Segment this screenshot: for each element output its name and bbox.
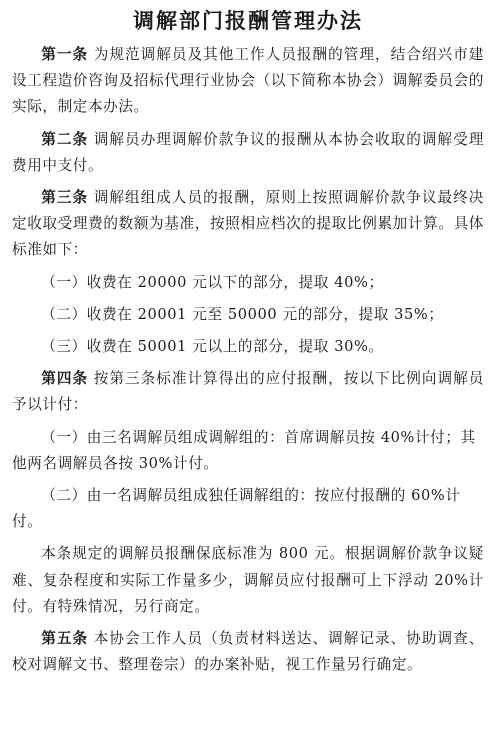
article-3-item-2: （二）收费在 20001 元至 50000 元的部分，提取 35%； — [41, 305, 444, 323]
article-3-label: 第三条 — [41, 189, 89, 207]
article-4-item-2: （二）由一名调解员组成独任调解组的：按应付报酬的 60%计付。 — [12, 487, 461, 531]
article-3-item-1: （一）收费在 20000 元以下的部分，提取 40%； — [41, 273, 384, 291]
article-3 — [12, 185, 484, 264]
article-4-item-1: （一）由三名调解员组成调解组的：首席调解员按 40%计付；其他两名调解员各按 30%计付。 — [12, 428, 476, 472]
article-1-text: 为规范调解员及其他工作人员报酬的管理，结合绍兴市建设工程造价咨询及招标代理行业协会（以下简称本协会）调解委员会的实际，制定本办法。 — [12, 46, 484, 116]
article-2-label: 第二条 — [41, 130, 89, 148]
article-2-text: 调解员办理调解价款争议的报酬从本协会收取的调解受理费用中支付。 — [12, 130, 484, 174]
article-4 — [12, 366, 484, 418]
article-1 — [12, 42, 484, 121]
article-4-note: 本条规定的调解员报酬保底标准为 800 元。根据调解价款争议疑难、复杂程度和实际工作量多少，调解员应付报酬可上下浮动 20%计付。有特殊情况，另行商定。 — [12, 545, 484, 615]
article-5-text: 本协会工作人员（负责材料送达、调解记录、协助调查、校对调解文书、整理卷宗）的办案补贴，视工作量另行确定。 — [12, 630, 484, 674]
article-5-label: 第五条 — [41, 630, 89, 648]
article-3-item-3: （三）收费在 50001 元以上的部分，提取 30%。 — [41, 338, 384, 356]
article-2 — [12, 127, 484, 179]
article-4-label: 第四条 — [41, 370, 89, 388]
article-3-text: 调解组组成人员的报酬，原则上按照调解价款争议最终决定收取受理费的数额为基准，按照相应档次的提取比例累加计算。具体标准如下： — [12, 189, 484, 259]
article-5 — [12, 626, 484, 678]
document-title: 调解部门报酬管理办法 — [133, 8, 363, 33]
article-4-text: 按第三条标准计算得出的应付报酬，按以下比例向调解员予以计付： — [12, 370, 484, 414]
article-1-label: 第一条 — [41, 46, 89, 63]
